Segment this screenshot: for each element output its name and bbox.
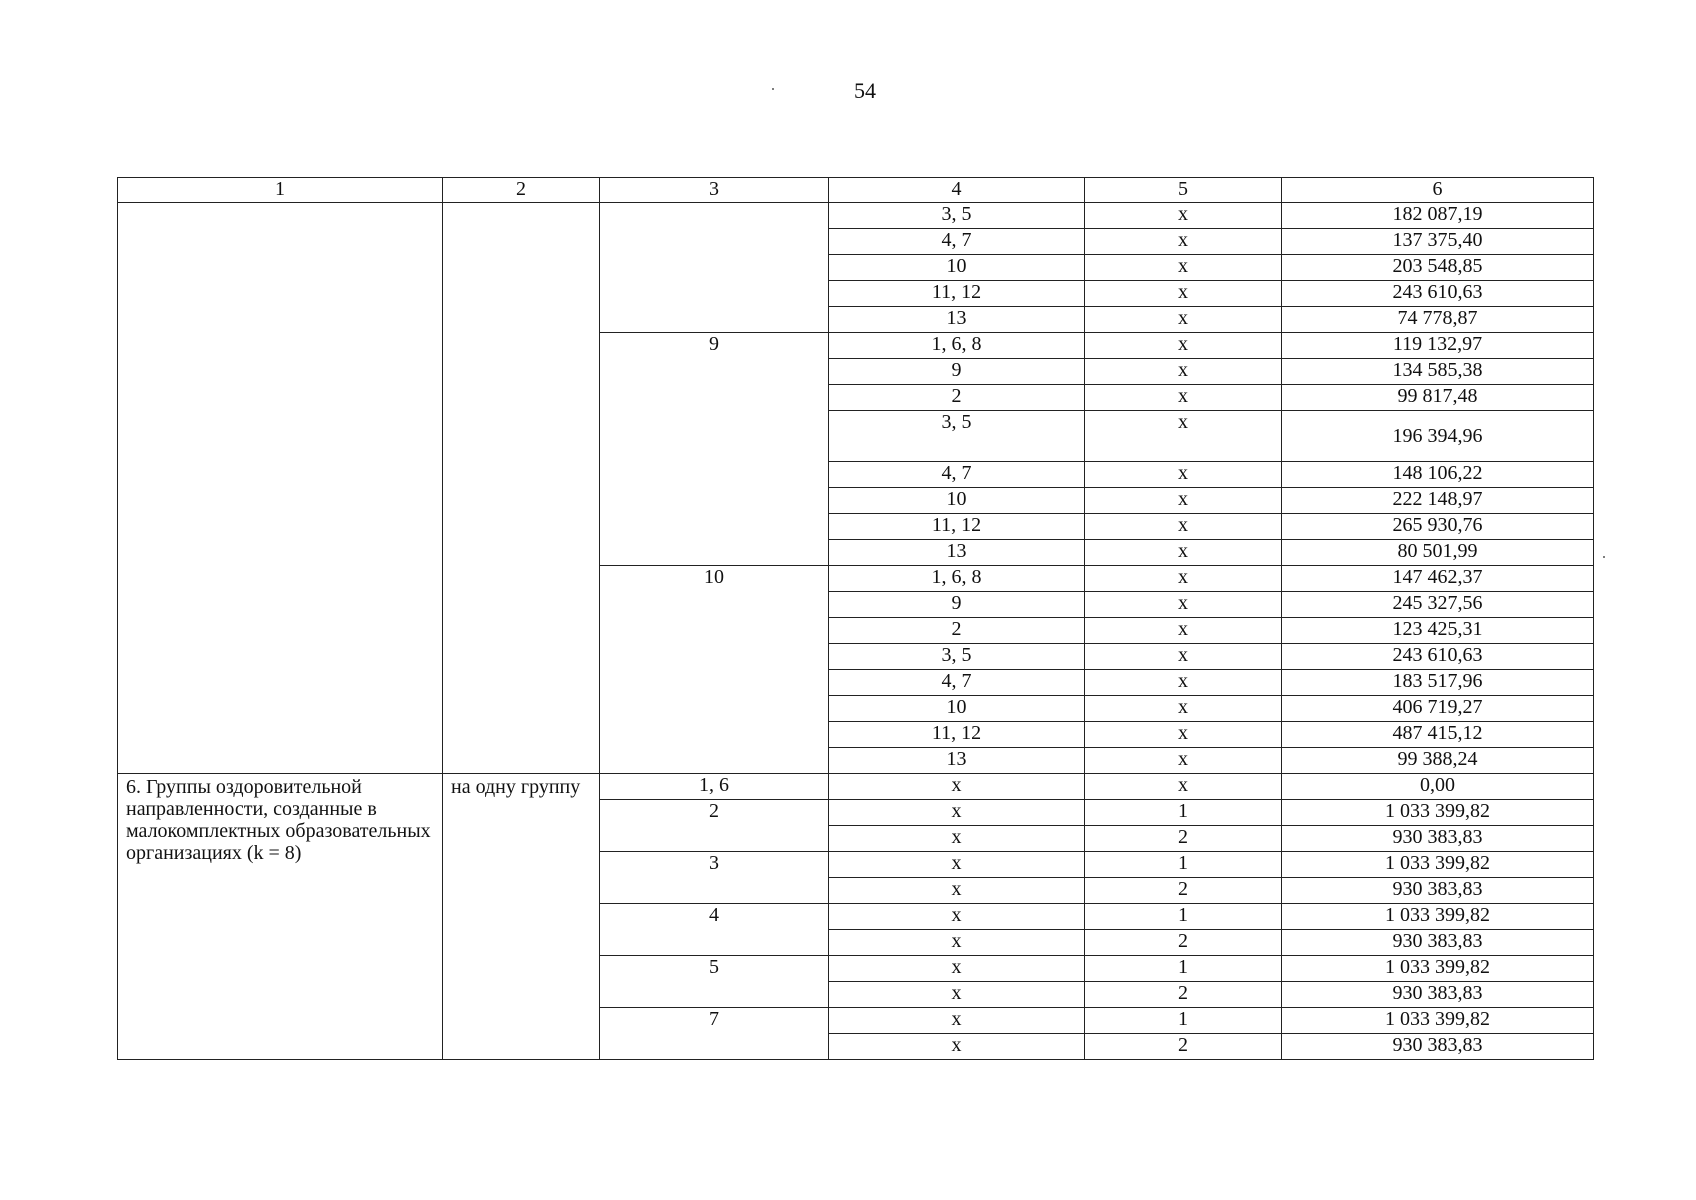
age-code-cell: 4, 7 bbox=[829, 462, 1085, 488]
age-code-cell: 9 bbox=[829, 592, 1085, 618]
amount-cell: 182 087,19 bbox=[1282, 203, 1594, 229]
column5-cell: x bbox=[1085, 333, 1282, 359]
column5-cell: x bbox=[1085, 540, 1282, 566]
age-code-cell: 10 bbox=[829, 488, 1085, 514]
age-code-cell: x bbox=[829, 956, 1085, 982]
amount-cell: 930 383,83 bbox=[1282, 982, 1594, 1008]
age-code-cell: x bbox=[829, 904, 1085, 930]
amount-cell: 1 033 399,82 bbox=[1282, 1008, 1594, 1034]
column5-cell: 2 bbox=[1085, 1034, 1282, 1060]
column-number-row bbox=[118, 178, 1594, 203]
column5-cell: 1 bbox=[1085, 800, 1282, 826]
age-code-cell: 10 bbox=[829, 255, 1085, 281]
amount-cell: 80 501,99 bbox=[1282, 540, 1594, 566]
amount-cell: 183 517,96 bbox=[1282, 670, 1594, 696]
column5-cell: x bbox=[1085, 229, 1282, 255]
amount-cell: 0,00 bbox=[1282, 774, 1594, 800]
age-code-cell: x bbox=[829, 800, 1085, 826]
column5-cell: x bbox=[1085, 566, 1282, 592]
column5-cell: x bbox=[1085, 488, 1282, 514]
amount-cell: 1 033 399,82 bbox=[1282, 852, 1594, 878]
scan-speck bbox=[1603, 556, 1605, 558]
age-code-cell: 2 bbox=[829, 618, 1085, 644]
amount-cell: 1 033 399,82 bbox=[1282, 904, 1594, 930]
age-code-cell: 11, 12 bbox=[829, 722, 1085, 748]
column5-cell: x bbox=[1085, 255, 1282, 281]
column5-cell: x bbox=[1085, 462, 1282, 488]
group-number-cell: 10 bbox=[600, 566, 829, 774]
continued-unit-cell bbox=[443, 203, 600, 774]
unit-cell: на одну группу bbox=[443, 774, 600, 1060]
age-code-cell: 11, 12 bbox=[829, 281, 1085, 307]
column5-cell: x bbox=[1085, 592, 1282, 618]
age-code-cell: 10 bbox=[829, 696, 1085, 722]
group-number-cell: 4 bbox=[600, 904, 829, 956]
column-number-cell: 1 bbox=[118, 178, 443, 203]
group-number-cell: 9 bbox=[600, 333, 829, 566]
column5-cell: 1 bbox=[1085, 1008, 1282, 1034]
column-number-cell: 3 bbox=[600, 178, 829, 203]
group-number-cell: 3 bbox=[600, 852, 829, 904]
column5-cell: x bbox=[1085, 385, 1282, 411]
age-code-cell: 3, 5 bbox=[829, 203, 1085, 229]
age-code-cell: x bbox=[829, 826, 1085, 852]
age-code-cell: x bbox=[829, 774, 1085, 800]
amount-cell: 487 415,12 bbox=[1282, 722, 1594, 748]
age-code-cell: 13 bbox=[829, 540, 1085, 566]
column5-cell: 2 bbox=[1085, 930, 1282, 956]
column5-cell: x bbox=[1085, 774, 1282, 800]
column5-cell: x bbox=[1085, 748, 1282, 774]
column5-cell: x bbox=[1085, 307, 1282, 333]
age-code-cell: 1, 6, 8 bbox=[829, 333, 1085, 359]
column-number-cell: 6 bbox=[1282, 178, 1594, 203]
age-code-cell: 4, 7 bbox=[829, 670, 1085, 696]
page-number: 54 bbox=[854, 78, 876, 103]
amount-cell: 137 375,40 bbox=[1282, 229, 1594, 255]
amount-cell: 196 394,96 bbox=[1282, 411, 1594, 462]
column5-cell: x bbox=[1085, 696, 1282, 722]
column-number-cell: 5 bbox=[1085, 178, 1282, 203]
continued-group-cell bbox=[600, 203, 829, 333]
amount-cell: 243 610,63 bbox=[1282, 644, 1594, 670]
amount-cell: 245 327,56 bbox=[1282, 592, 1594, 618]
amount-cell: 123 425,31 bbox=[1282, 618, 1594, 644]
amount-cell: 930 383,83 bbox=[1282, 878, 1594, 904]
amount-cell: 119 132,97 bbox=[1282, 333, 1594, 359]
amount-cell: 134 585,38 bbox=[1282, 359, 1594, 385]
column5-cell: 1 bbox=[1085, 852, 1282, 878]
age-code-cell: 3, 5 bbox=[829, 644, 1085, 670]
amount-cell: 265 930,76 bbox=[1282, 514, 1594, 540]
group-number-cell: 5 bbox=[600, 956, 829, 1008]
amount-cell: 406 719,27 bbox=[1282, 696, 1594, 722]
column5-cell: x bbox=[1085, 722, 1282, 748]
amount-cell: 222 148,97 bbox=[1282, 488, 1594, 514]
column5-cell: x bbox=[1085, 514, 1282, 540]
column5-cell: x bbox=[1085, 203, 1282, 229]
age-code-cell: x bbox=[829, 878, 1085, 904]
amount-cell: 203 548,85 bbox=[1282, 255, 1594, 281]
column5-cell: x bbox=[1085, 411, 1282, 462]
column5-cell: 1 bbox=[1085, 956, 1282, 982]
column5-cell: 2 bbox=[1085, 982, 1282, 1008]
age-code-cell: 4, 7 bbox=[829, 229, 1085, 255]
age-code-cell: 13 bbox=[829, 307, 1085, 333]
column5-cell: x bbox=[1085, 359, 1282, 385]
table-row bbox=[118, 774, 1594, 800]
column5-cell: x bbox=[1085, 644, 1282, 670]
column5-cell: 1 bbox=[1085, 904, 1282, 930]
amount-cell: 1 033 399,82 bbox=[1282, 956, 1594, 982]
age-code-cell: 13 bbox=[829, 748, 1085, 774]
column5-cell: 2 bbox=[1085, 878, 1282, 904]
group-number-cell: 7 bbox=[600, 1008, 829, 1060]
column5-cell: x bbox=[1085, 670, 1282, 696]
column-number-cell: 2 bbox=[443, 178, 600, 203]
age-code-cell: 11, 12 bbox=[829, 514, 1085, 540]
age-code-cell: x bbox=[829, 852, 1085, 878]
amount-cell: 930 383,83 bbox=[1282, 930, 1594, 956]
column5-cell: x bbox=[1085, 281, 1282, 307]
age-code-cell: x bbox=[829, 1008, 1085, 1034]
amount-cell: 147 462,37 bbox=[1282, 566, 1594, 592]
age-code-cell: 1, 6, 8 bbox=[829, 566, 1085, 592]
group-number-cell: 2 bbox=[600, 800, 829, 852]
category-cell: 6. Группы оздоровительной направленности, созданные в малокомплектных образовательных организациях (k = 8) bbox=[118, 774, 443, 1060]
amount-cell: 74 778,87 bbox=[1282, 307, 1594, 333]
amount-cell: 243 610,63 bbox=[1282, 281, 1594, 307]
age-code-cell: 2 bbox=[829, 385, 1085, 411]
tariff-table bbox=[117, 177, 1594, 1060]
table-row bbox=[118, 203, 1594, 229]
amount-cell: 930 383,83 bbox=[1282, 826, 1594, 852]
group-number-cell: 1, 6 bbox=[600, 774, 829, 800]
amount-cell: 99 388,24 bbox=[1282, 748, 1594, 774]
age-code-cell: x bbox=[829, 982, 1085, 1008]
amount-cell: 1 033 399,82 bbox=[1282, 800, 1594, 826]
column5-cell: 2 bbox=[1085, 826, 1282, 852]
age-code-cell: 3, 5 bbox=[829, 411, 1085, 462]
amount-cell: 930 383,83 bbox=[1282, 1034, 1594, 1060]
scan-speck bbox=[772, 88, 774, 90]
amount-cell: 99 817,48 bbox=[1282, 385, 1594, 411]
continued-category-cell bbox=[118, 203, 443, 774]
age-code-cell: x bbox=[829, 930, 1085, 956]
column5-cell: x bbox=[1085, 618, 1282, 644]
age-code-cell: x bbox=[829, 1034, 1085, 1060]
age-code-cell: 9 bbox=[829, 359, 1085, 385]
amount-cell: 148 106,22 bbox=[1282, 462, 1594, 488]
column-number-cell: 4 bbox=[829, 178, 1085, 203]
